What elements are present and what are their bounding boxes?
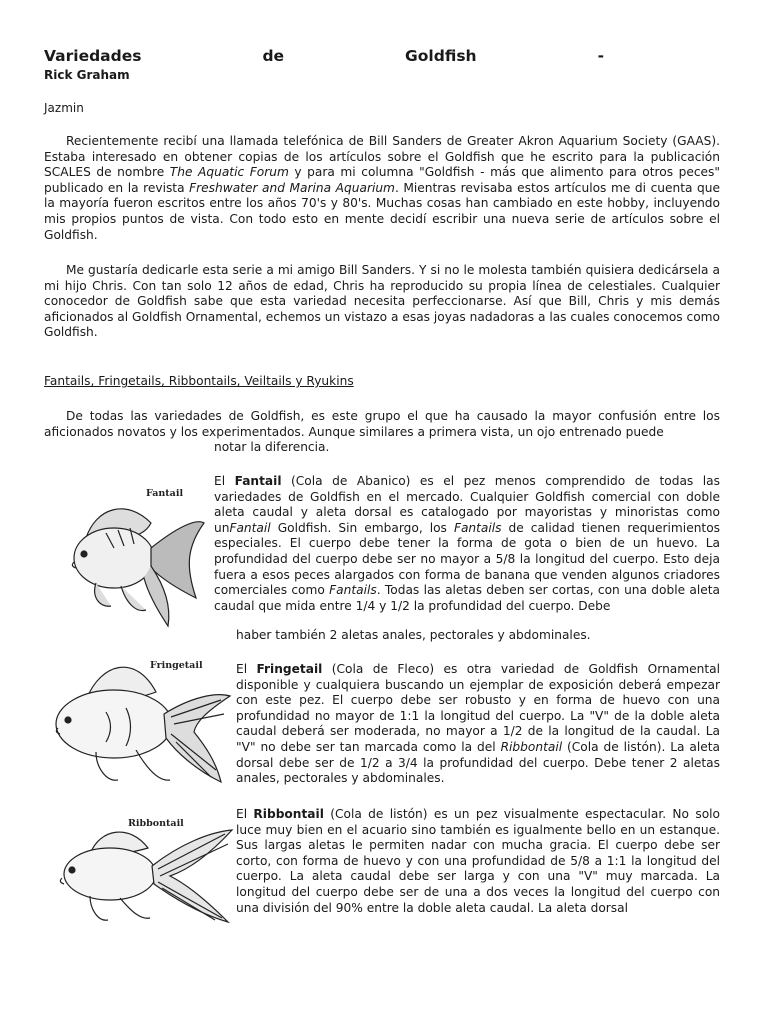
fringetail-description: El Fringetail (Cola de Fleco) es otra variedad de Goldfish Ornamental disponible y cualquiera buscando un ejemplar de exposición deberá empezar con este pez. El cuerpo debe ser robusto y en forma de huevo con una profundidad no mayor de 1:1 la longitud del cuerpo. La "V" de la doble aleta caudal deberá ser moderada, no mayor a 1/2 de la longitud de la caudal. La "V" no debe ser tan marcada como la del Ribbontail (Cola de listón). La aleta dorsal debe ser de 1/2 a 3/4 la profundidad del cuerpo. Debe tener 2 aletas anales, pectorales y abdominales. bbox=[236, 662, 721, 786]
title-word: - bbox=[597, 47, 604, 65]
title-word: Variedades bbox=[44, 47, 142, 65]
fringetail-name: Fringetail bbox=[256, 662, 323, 676]
section-paragraph: De todas las variedades de Goldfish, es este grupo el que ha causado la mayor confusión entre los aficionados novatos y los experimentados. Aunque similares a primera vista, un ojo entrenado puede bbox=[44, 409, 720, 439]
fantail-description-continued: haber también 2 aletas anales, pectorales y abdominales. bbox=[236, 628, 591, 642]
title-word: de bbox=[262, 47, 285, 65]
fantail-illustration-label: Fantail bbox=[146, 488, 184, 499]
title-word: Goldfish bbox=[405, 47, 477, 65]
section-paragraph-end: notar la diferencia. bbox=[214, 440, 330, 454]
fantail-name: Fantail bbox=[234, 474, 282, 488]
ribbontail-name: Ribbontail bbox=[253, 807, 324, 821]
section-heading: Fantails, Fringetails, Ribbontails, Veiltails y Ryukins bbox=[44, 374, 354, 388]
fringetail-illustration bbox=[46, 652, 232, 794]
intro-paragraph-2: Me gustaría dedicarle esta serie a mi amigo Bill Sanders. Y si no le molesta también quisiera dedicársela a mi hijo Chris. Con tan solo 12 años de edad, Chris ha reproducido su propia línea de celestiales. Cualquier conocedor de Goldfish sabe que esta variedad necesita perfeccionarse. Así que Bill, Chris y mis demás aficionados al Goldfish Ornamental, echemos un vistazo a esas joyas nadadoras a las cuales conocemos como Goldfish. bbox=[44, 263, 720, 340]
fantail-description: El Fantail (Cola de Abanico) es el pez menos comprendido de todas las variedades de Goldfish en el mercado. Cualquier Goldfish comercial con doble aleta caudal y aleta dorsal es catalogado por mayoristas y minoristas como unFantail Goldfish. Sin embargo, los Fantails de calidad tienen requerimientos especiales. El cuerpo debe tener la forma de gota o bien de un huevo. La profundidad del cuerpo debe ser no mayor a 5/8 la longitud del cuerpo. Esto deja fuera a esos peces alargados con forma de banana que venden algunos criadores comerciales como Fantails. Todas las aletas deben ser cortas, con una doble aleta caudal que mida entre 1/4 y 1/2 la profundidad del cuerpo. Debe bbox=[214, 474, 720, 613]
ribbontail-illustration bbox=[50, 814, 234, 926]
ribbontail-illustration-label: Ribbontail bbox=[128, 818, 184, 829]
document-title bbox=[44, 47, 604, 67]
subtitle-jazmin: Jazmin bbox=[44, 101, 84, 115]
fringetail-illustration-label: Fringetail bbox=[150, 660, 203, 671]
fantail-illustration bbox=[56, 478, 206, 630]
intro-paragraph-1: Recientemente recibí una llamada telefónica de Bill Sanders de Greater Akron Aquarium Society (GAAS). Estaba interesado en obtener copias de los artículos sobre el Goldfish que he escrito para la publicación SCALES de nombre The Aquatic Forum y para mi columna "Goldfish - más que alimento para otros peces" publicado en la revista Freshwater and Marina Aquarium. Mientras revisaba estos artículos me di cuenta que la mayoría fueron escritos entre los años 70's y 80's. Muchas cosas han cambiado en este hobby, incluyendo mis propios puntos de vista. Con todo esto en mente decidí escribir una nueva serie de artículos sobre el Goldfish. bbox=[44, 134, 721, 242]
ribbontail-description: El Ribbontail (Cola de listón) es un pez visualmente espectacular. No solo luce muy bien en el acuario sino también es igualmente bello en un estanque. Sus largas aletas le permiten nadar con mucha gracia. El cuerpo debe ser corto, con forma de huevo y con una profundidad de 5/8 a 1:1 la longitud del cuerpo. La aleta caudal debe ser larga y con una "V" muy marcada. La longitud del cuerpo debe ser de una a dos veces la longitud del cuerpo con una división del 90% entre la doble aleta caudal. La aleta dorsal bbox=[236, 807, 720, 915]
author-name: Rick Graham bbox=[44, 68, 130, 82]
